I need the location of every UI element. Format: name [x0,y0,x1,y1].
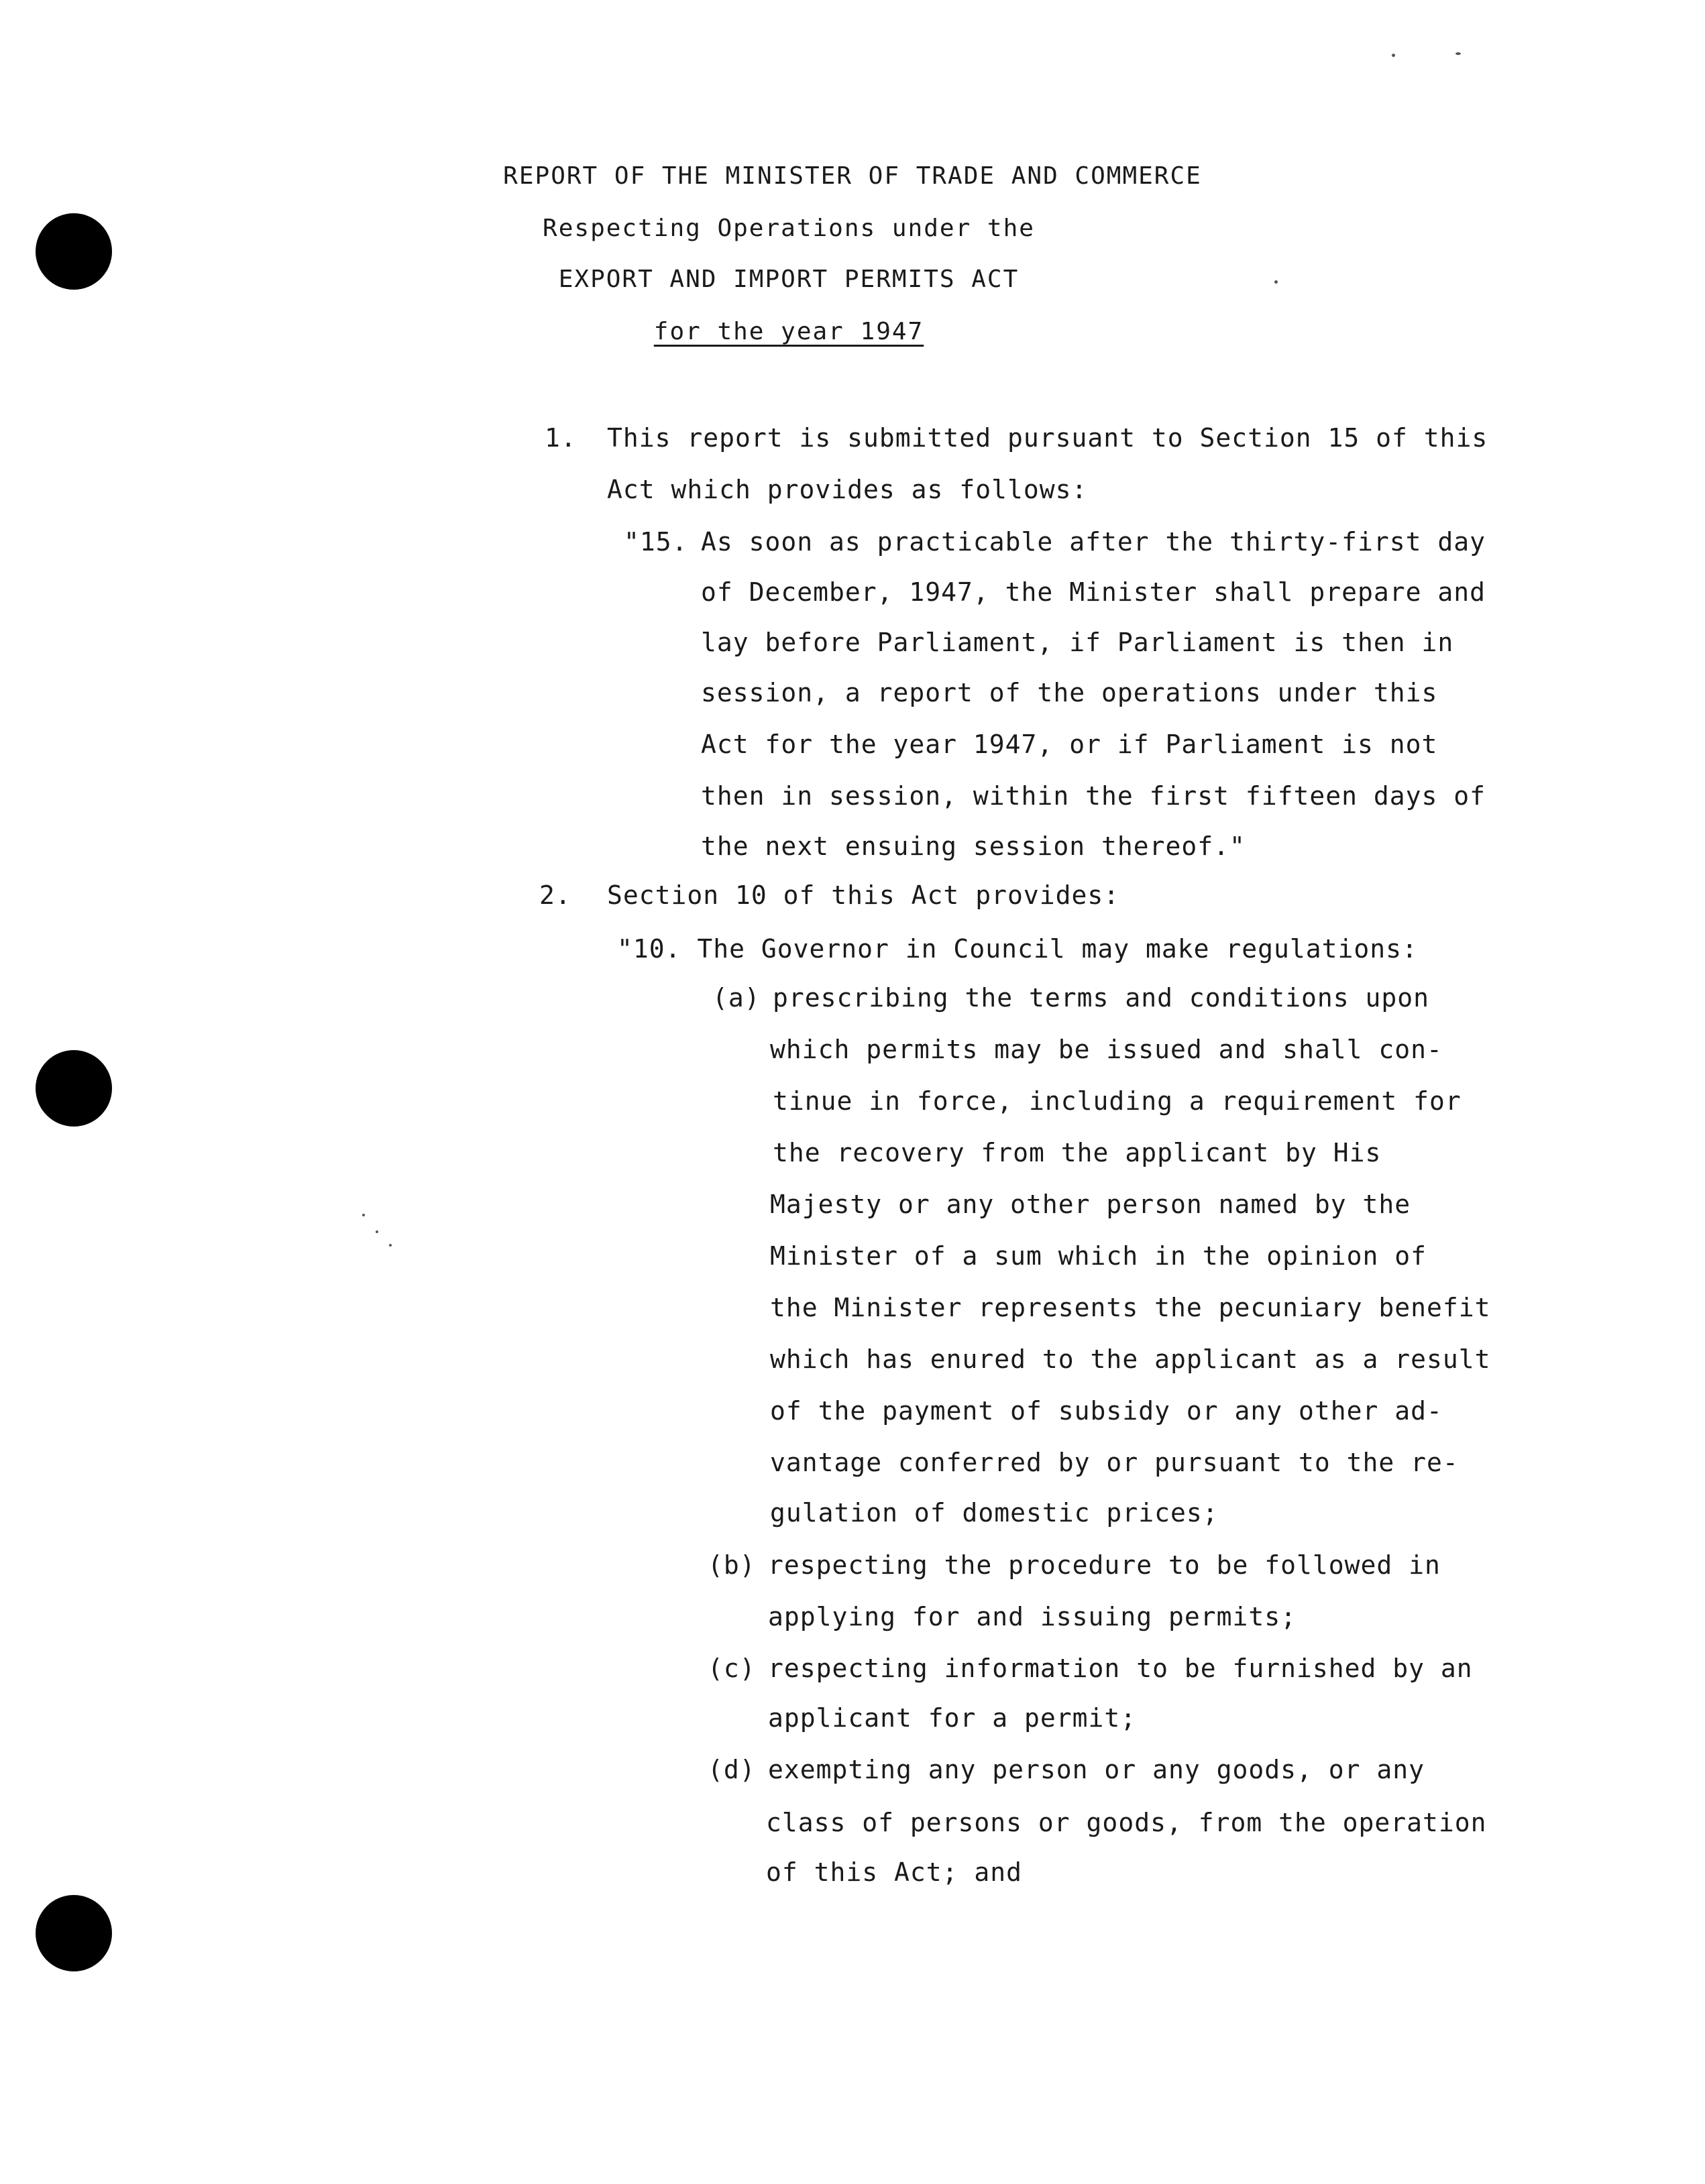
quote-line: "10. The Governor in Council may make regulations: [617,934,1418,964]
scan-speck [1455,52,1461,55]
punch-hole-bottom [36,1895,112,1971]
section-1-line: Act which provides as follows: [607,475,1088,504]
clause-line: which has enured to the applicant as a result [770,1344,1491,1374]
scan-speck [389,1244,392,1247]
quote-line: As soon as practicable after the thirty-first day [701,527,1486,557]
section-1-line: This report is submitted pursuant to Section 15 of this [607,423,1488,453]
clause-line: vantage conferred by or pursuant to the re- [770,1448,1459,1477]
clause-line: applying for and issuing permits; [768,1602,1297,1631]
clause-marker: (d) [708,1755,756,1784]
clause-marker: (b) [708,1550,756,1580]
punch-hole-middle [36,1050,112,1127]
scan-speck [376,1230,378,1233]
scan-speck [362,1214,365,1216]
clause-line: of this Act; and [766,1857,1023,1887]
quote-line: of December, 1947, the Minister shall prepare and [701,577,1486,607]
section-2-line: Section 10 of this Act provides: [607,880,1120,910]
section-number: 1. [545,423,577,453]
clause-line: applicant for a permit; [768,1703,1137,1733]
scan-speck [1392,54,1395,57]
clause-marker: (c) [708,1654,756,1683]
quote-line: lay before Parliament, if Parliament is then in [701,628,1454,657]
clause-line: Minister of a sum which in the opinion of [770,1241,1427,1271]
clause-line: class of persons or goods, from the operation [766,1808,1487,1837]
report-title: REPORT OF THE MINISTER OF TRADE AND COMMERCE [503,162,1202,190]
clause-marker: (a) [712,983,761,1013]
clause-line: gulation of domestic prices; [770,1498,1219,1528]
report-year: for the year 1947 [653,318,924,345]
quote-line: the next ensuing session thereof." [701,831,1246,861]
clause-line: exempting any person or any goods, or any [768,1755,1425,1784]
clause-line: of the payment of subsidy or any other ad- [770,1396,1443,1426]
clause-line: Majesty or any other person named by the [770,1190,1411,1219]
clause-line: prescribing the terms and conditions upon [773,983,1429,1013]
clause-line: tinue in force, including a requirement for [773,1086,1462,1116]
quote-line: Act for the year 1947, or if Parliament is not [701,730,1438,759]
report-subtitle: Respecting Operations under the [543,215,1035,242]
quote-number: "15. [624,527,688,557]
clause-line: the Minister represents the pecuniary benefit [770,1293,1491,1322]
quote-line: session, a report of the operations under this [701,678,1438,707]
clause-line: respecting information to be furnished by an [768,1654,1473,1683]
act-name: EXPORT AND IMPORT PERMITS ACT [558,266,1020,293]
clause-line: which permits may be issued and shall con- [770,1035,1443,1064]
clause-line: respecting the procedure to be followed in [768,1550,1441,1580]
section-number: 2. [539,880,571,910]
clause-line: the recovery from the applicant by His [773,1138,1382,1167]
quote-line: then in session, within the first fifteen days of [701,781,1486,811]
